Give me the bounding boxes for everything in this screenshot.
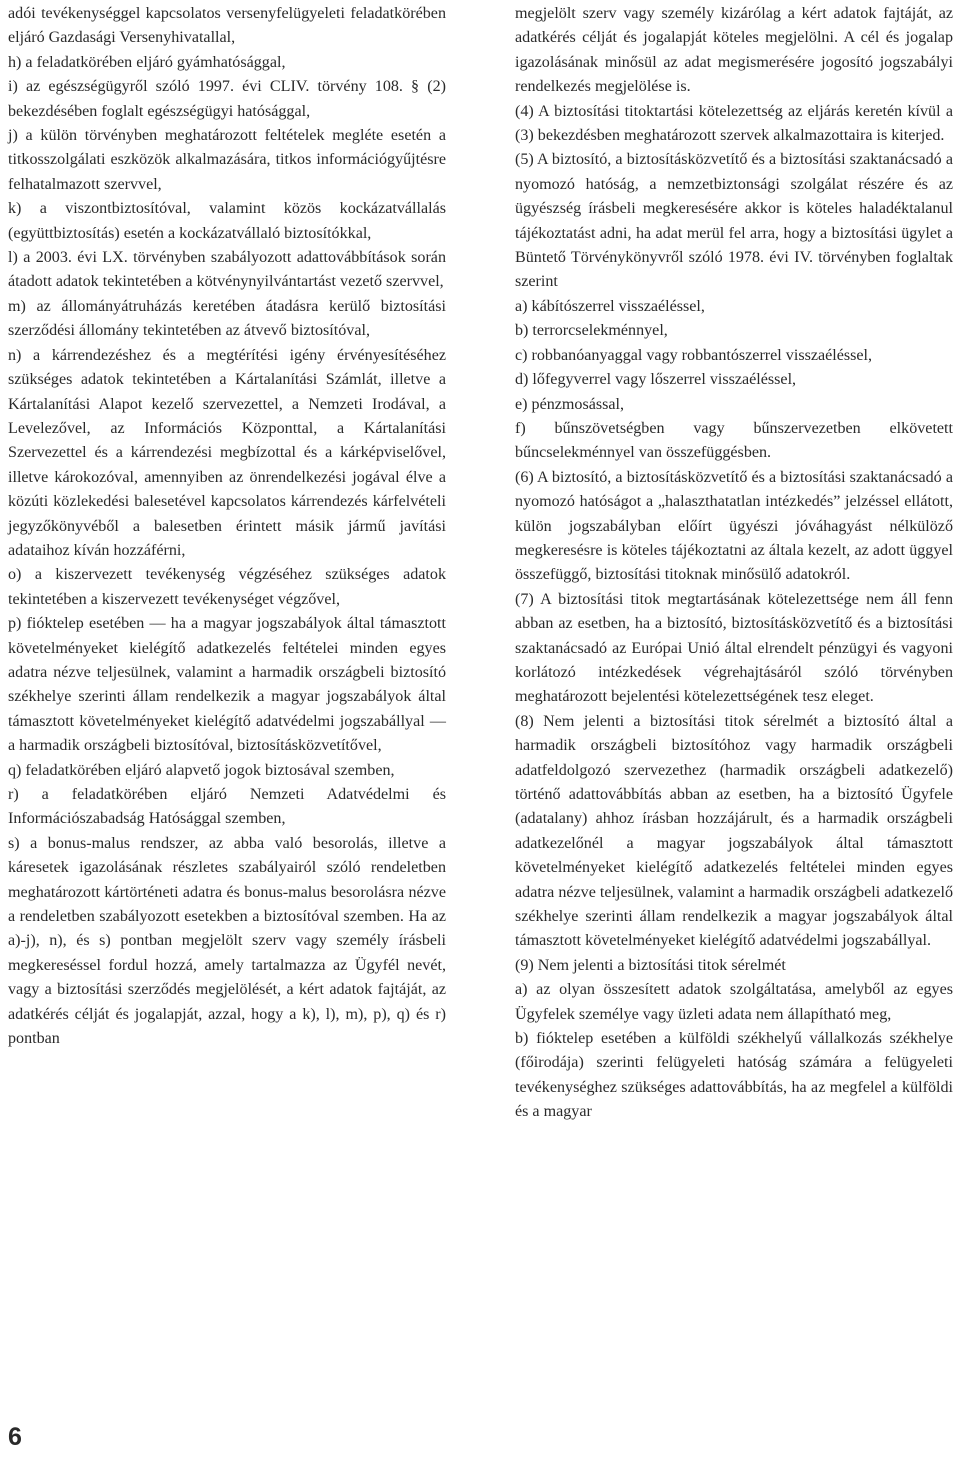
paragraph-8: (8) Nem jelenti a biztosítási titok sérelmét a biztosító által a harmadik országbeli biztosítóhoz vagy harmadik országbeli adatfeldolgozó szervezethez (harmadik országbeli adatkezelő) történő adattovábbítás abban az esetben, ha a biztosító Ügyfele (adatalany) ahhoz írásban hozzájárult, és a harmadik országbeli adatkezelőnél a magyar jogszabályok által támasztott követelményeket kielégítő adatkezelés feltételei minden egyes adatra nézve teljesülnek, valamint a harmadik országbeli adatkezelő székhelye szerinti állam rendelkezik a magyar jogszabályok által támasztott követelményeket kielégítő adatvédelmi jogszabállyal. — [515, 712, 953, 950]
paragraph: adói tevékenységgel kapcsolatos versenyfelügyeleti feladatkörében eljáró Gazdasági Versenyhivatallal, — [8, 5, 446, 47]
list-item-f: f) bűnszövetségben vagy bűnszervezetben elkövetett bűncselekménnyel van összefüggésben. — [515, 419, 953, 462]
list-item-q: q) feladatkörében eljáró alapvető jogok biztosával szemben, — [8, 761, 395, 779]
paragraph-4: (4) A biztosítási titoktartási kötelezettség az eljárás keretén kívül a (3) bekezdésben meghatározott szervek alkalmazottaira is kiterjed. — [515, 102, 953, 145]
paragraph-6: (6) A biztosító, a biztosításközvetítő és a biztosítási szaktanácsadó a nyomozó hatóságot a „halaszthatatlan intézkedés” jelzéssel ellátott, külön jogszabályban előírt ügyészi jóváhagyást nélkülöző megkeresésre is köteles tájékoztatni az általa kezelt, az adott üggyel összefüggő, biztosítási titoknak minősülő adatokról. — [515, 468, 953, 584]
paragraph-7: (7) A biztosítási titok megtartásának kötelezettsége nem áll fenn abban az esetben, ha a biztosító, biztosításközvetítő és a biztosítási szaktanácsadó az Európai Unió által elrendelt pénzügyi és vagyoni korlátozó intézkedések végrehajtásáról szóló törvényben meghatározott bejelentési kötelezettségének tesz eleget. — [515, 590, 953, 706]
list-item-b: b) fióktelep esetében a külföldi székhelyű vállalkozás székhelye (főirodája) szerinti felügyeleti hatóság számára a felügyeleti tevékenységhez szükséges adattovábbítás, ha az megfelel a külföldi és a magyar — [515, 1030, 953, 1121]
paragraph-9: (9) Nem jelenti a biztosítási titok sérelmét — [515, 956, 786, 974]
list-item-s: s) a bonus-malus rendszer, az abba való besorolás, illetve a káresetek igazolásának részletes szabályairól szóló rendeletben meghatározott kártörténeti adatra és bonus-malus besorolásra nézve a rendeletben szabályozott esetekben a biztosítóval szemben. Ha az a)-j), n), és s) pontban megjelölt szerv vagy személy írásbeli megkereséssel fordul hozzá, amely tartalmazza az Ügyfél nevét, vagy a biztosítási szerződés megjelölését, a kért adatok fajtáját, az adatkérés célját és jogalapját, azzal, hogy a k), l), m), p), q) és r) pontban — [8, 834, 446, 1048]
list-item-i: i) az egészségügyről szóló 1997. évi CLIV. törvény 108. § (2) bekezdésében foglalt egészségügyi hatósággal, — [8, 78, 446, 120]
list-item-d: d) lőfegyverrel vagy lőszerrel visszaéléssel, — [515, 371, 797, 389]
list-item-a: a) kábítószerrel visszaéléssel, — [515, 297, 705, 315]
list-item-m: m) az állományátruházás keretében átadásra kerülő biztosítási szerződési állomány tekintetében az átvevő biztosítóval, — [8, 297, 446, 340]
list-item-r: r) a feladatkörében eljáró Nemzeti Adatvédelmi és Információszabadság Hatósággal szemben, — [8, 786, 446, 828]
list-item-b: b) terrorcselekménnyel, — [515, 322, 668, 340]
page-number: 6 — [8, 1423, 22, 1451]
list-item-a: a) az olyan összesített adatok szolgáltatása, amelyből az egyes Ügyfelek személye vagy üzleti adata nem állapítható meg, — [515, 981, 953, 1023]
list-item-j: j) a külön törvényben meghatározott feltételek megléte esetén a titkosszolgálati eszközök alkalmazására, titkos információgyűjtésre felhatalmazott szervvel, — [8, 127, 446, 193]
list-item-l: l) a 2003. évi LX. törvényben szabályozott adattovábbítások során átadott adatok tekintetében a kötvénynyilvántartást vezető szervvel, — [8, 249, 446, 291]
list-item-o: o) a kiszervezett tevékenység végzéséhez szükséges adatok tekintetében a kiszervezett tevékenységet végzővel, — [8, 566, 446, 608]
list-item-k: k) a viszontbiztosítóval, valamint közös kockázatvállalás (együttbiztosítás) esetén a kockázatvállaló biztosítókkal, — [8, 200, 446, 242]
list-item-e: e) pénzmosással, — [515, 395, 625, 413]
list-item-n: n) a kárrendezéshez és a megtérítési igény érvényesítéséhez szükséges adatok tekintetében a Kártalanítási Számlát, illetve a Kártalanítási Alapot kezelő szervezettel, a Nemzeti Irodával, a Levelezővel, az Információs Központtal, a Kártalanítási Szervezettel és a kárrendezési megbízottal és a kárképviselővel, illetve károkozóval, amennyiben az önrendelkezési jogával élve a közúti közlekedési balesetével kapcsolatos kárrendezés kárfelvételi jegyzőkönyvéből a balesetben érintett másik jármű javítási adataihoz kíván hozzáférni, — [8, 346, 446, 559]
paragraph-5: (5) A biztosító, a biztosításközvetítő és a biztosítási szaktanácsadó a nyomozó hatóság, a nemzetbiztonsági szolgálat részére és az ügyészség írásbeli megkeresésére akkor is köteles haladéktalanul tájékoztatást adni, ha adat merül fel arra, hogy a biztosítási ügylet a Büntető Törvénykönyvről szóló 1978. évi IV. törvényben foglaltak szerint — [515, 151, 953, 291]
list-item-p: p) fióktelep esetében — ha a magyar jogszabályok által támasztott követelményeket kielégítő adatkezelés feltételei minden egyes adatra nézve teljesülnek, valamint a harmadik országbeli biztosító székhelye szerinti állam rendelkezik a magyar jogszabályok által támasztott követelményeket kielégítő adatvédelmi jogszabállyal — a harmadik országbeli biztosítóval, biztosításközvetítővel, — [8, 615, 446, 755]
right-column — [515, 2, 953, 1125]
list-item-c: c) robbanóanyaggal vagy robbantószerrel visszaéléssel, — [515, 346, 873, 364]
paragraph: megjelölt szerv vagy személy kizárólag a kért adatok fajtáját, az adatkérés célját és jogalapját köteles megjelölni. A cél és jogalap igazolásának minősül az adat megismerésére jogosító jogszabályi rendelkezés megjelölése is. — [515, 5, 953, 96]
list-item-h: h) a feladatkörében eljáró gyámhatósággal, — [8, 53, 286, 71]
left-column — [8, 2, 446, 1051]
